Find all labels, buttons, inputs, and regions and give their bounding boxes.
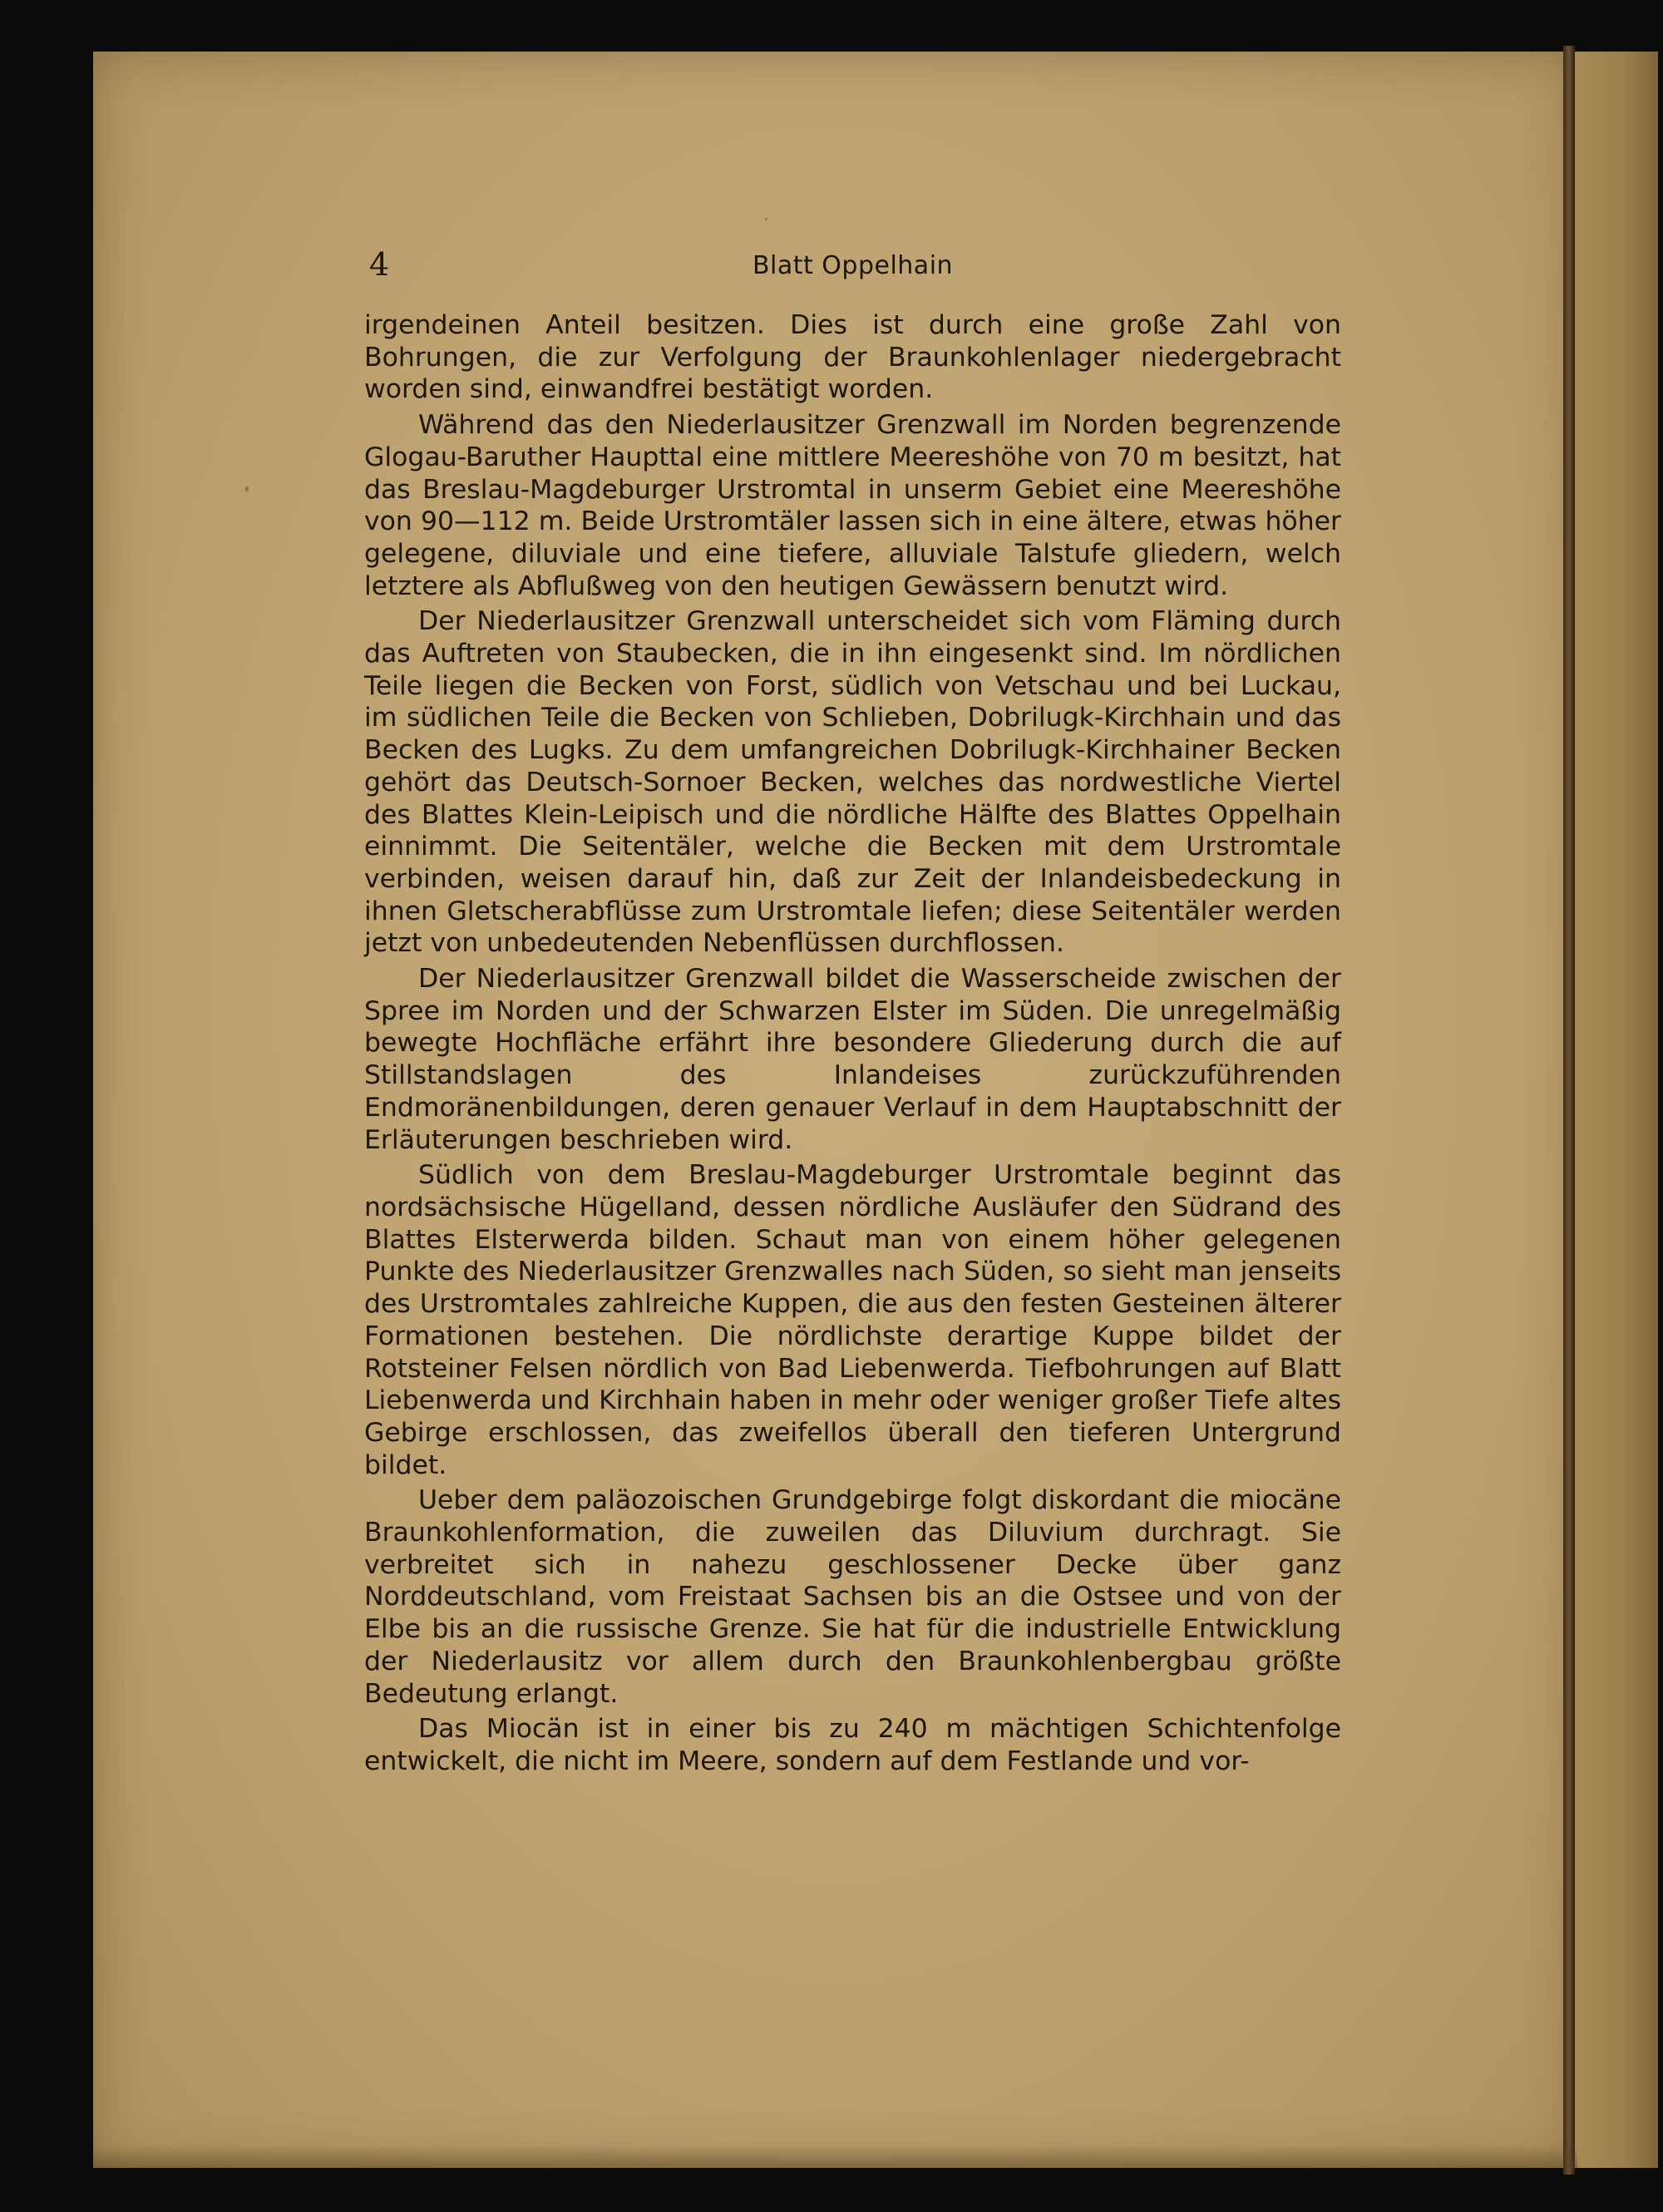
paragraph: Südlich von dem Breslau-Magdeburger Urstromtale beginnt das nordsächsische Hügelland, dessen nördliche Ausläufer den Südrand des Blattes Elsterwerda bilden. Schaut man von einem höher gelegenen Punkte des Niederlausitzer Grenzwalles nach Süden, so sieht man jenseits des Urstromtales zahlreiche Kuppen, die aus den festen Gesteinen älterer Formationen bestehen. Die nördlichste derartige Kuppe bildet der Rotsteiner Felsen nördlich von Bad Liebenwerda. Tiefbohrungen auf Blatt Liebenwerda und Kirchhain haben in mehr oder weniger großer Tiefe altes Gebirge erschlossen, das zweifellos überall den tieferen Untergrund bildet.	[364, 1160, 1341, 1480]
paragraph: Der Niederlausitzer Grenzwall unterscheidet sich vom Fläming durch das Auftreten von Staubecken, die in ihn eingesenkt sind. Im nördlichen Teile liegen die Becken von Forst, südlich von Vetschau und bei Luckau, im südlichen Teile die Becken von Schlieben, Dobrilugk-Kirchhain und das Becken des Lugks. Zu dem umfangreichen Dobrilugk-Kirchhainer Becken gehört das Deutsch-Sornoer Becken, welches das nordwestliche Viertel des Blattes Klein-Leipisch und die nördliche Hälfte des Blattes Oppelhain einnimmt. Die Seitentäler, welche die Becken mit dem Urstromtale verbinden, weisen darauf hin, daß zur Zeit der Inlandeisbedeckung in ihnen Gletscherabflüsse zum Urstromtale liefen; diese Seitentäler werden jetzt von unbedeutenden Nebenflüssen durchflossen.	[364, 606, 1341, 959]
book-spine	[1563, 46, 1575, 2175]
paragraph: Ueber dem paläozoischen Grundgebirge folgt diskordant die miocäne Braunkohlenformation, die zuweilen das Diluvium durchragt. Sie verbreitet sich in nahezu geschlossener Decke über ganz Norddeutschland, vom Freistaat Sachsen bis an die Ostsee und von der Elbe bis an die russische Grenze. Sie hat für die industrielle Entwicklung der Niederlausitz vor allem durch den Braunkohlenbergbau größte Bedeutung erlangt.	[364, 1485, 1341, 1709]
page-header	[364, 243, 1341, 293]
paragraph: Während das den Niederlausitzer Grenzwall im Norden begrenzende Glogau-Baruther Haupttal eine mittlere Meereshöhe von 70 m besitzt, hat das Breslau-Magdeburger Urstromtal in unserm Gebiet eine Meereshöhe von 90—112 m. Beide Urstromtäler lassen sich in eine ältere, etwas höher gelegene, diluviale und eine tiefere, alluviale Talstufe gliedern, welch letztere als Abflußweg von den heutigen Gewässern benutzt wird.	[364, 410, 1341, 601]
page-bottom-shadow	[93, 2145, 1577, 2168]
body-text	[364, 309, 1341, 1781]
paragraph: Der Niederlausitzer Grenzwall bildet die Wasserscheide zwischen der Spree im Norden und der Schwarzen Elster im Süden. Die unregelmäßig bewegte Hochfläche erfährt ihre besondere Gliederung durch die auf Stillstandslagen des Inlandeises zurückzuführenden Endmoränenbildungen, deren genauer Verlauf in dem Hauptabschnitt der Erläuterungen beschrieben wird.	[364, 964, 1341, 1155]
paper-speck	[245, 486, 249, 491]
running-title: Blatt Oppelhain	[752, 251, 954, 280]
paragraph: Das Miocän ist in einer bis zu 240 m mächtigen Schichtenfolge entwickelt, die nicht im Meere, sondern auf dem Festlande und vor-	[364, 1714, 1341, 1776]
paper-speck	[765, 218, 767, 220]
paragraph: irgendeinen Anteil besitzen. Dies ist durch eine große Zahl von Bohrungen, die zur Verfolgung der Braunkohlenlager niedergebracht worden sind, einwandfrei bestätigt worden.	[364, 310, 1341, 405]
next-page-edge	[1575, 52, 1658, 2168]
page-number: 4	[369, 246, 390, 283]
